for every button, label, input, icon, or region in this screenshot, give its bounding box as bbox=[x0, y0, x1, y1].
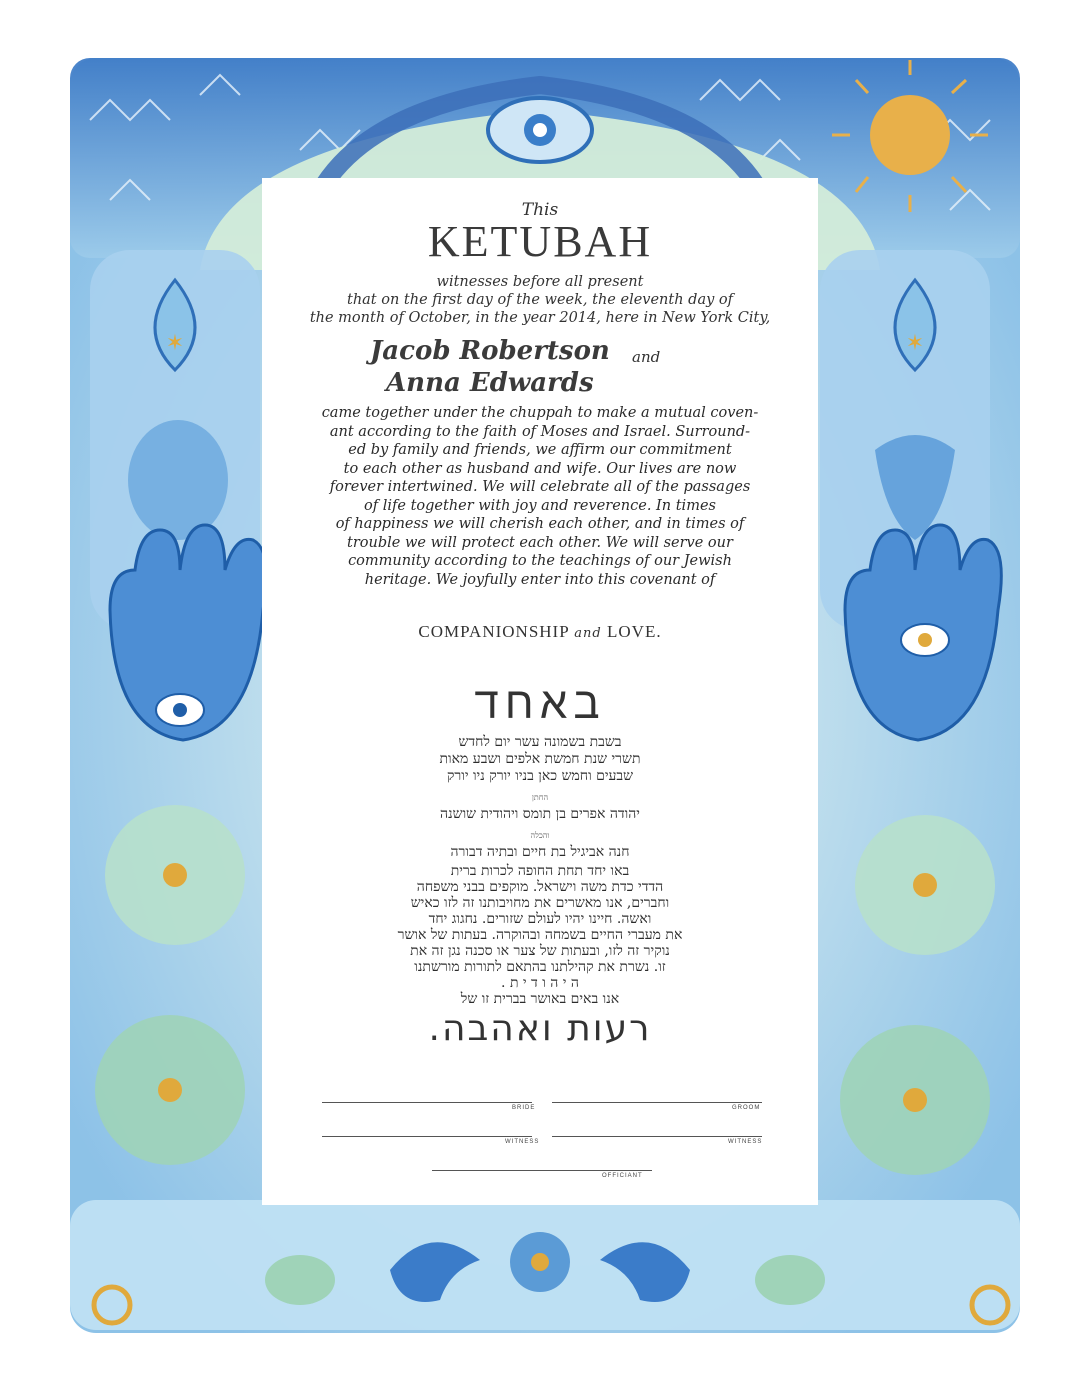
groom-label: GROOM bbox=[732, 1105, 761, 1111]
body-line: of life together with joy and reverence. In times bbox=[364, 497, 716, 514]
text-panel bbox=[262, 178, 818, 1205]
svg-text:✶: ✶ bbox=[165, 331, 185, 356]
hebrew-body-line: הדדי כדת משה וישראל. מוקפים בבני משפחה bbox=[416, 879, 664, 895]
bride-signature-line bbox=[322, 1102, 532, 1103]
groom-name: Jacob Robertson bbox=[370, 336, 610, 366]
english-closing bbox=[262, 622, 818, 642]
bride-name: Anna Edwards bbox=[386, 368, 594, 398]
hebrew-title: באחד bbox=[474, 678, 606, 729]
hebrew-bride-label: והכלה bbox=[530, 831, 550, 840]
witness-1-label: WITNESS bbox=[505, 1139, 540, 1145]
body-line: to each other as husband and wife. Our lives are now bbox=[343, 460, 737, 477]
hebrew-line: תשרי שנת חמשת אלפים ושבע מאות bbox=[439, 751, 641, 767]
hebrew-closing: רעות ואהבה. bbox=[428, 1008, 652, 1049]
body-line: ant according to the faith of Moses and Israel. Surround- bbox=[329, 423, 751, 440]
bride-label: BRIDE bbox=[512, 1105, 536, 1111]
closing-and: and bbox=[574, 626, 602, 641]
evil-eye-icon bbox=[488, 98, 592, 162]
hebrew-body-line: וחברים, אנו מאשרים את מחויבותנו זה לזו כאיש bbox=[410, 895, 670, 911]
leaf-right-icon bbox=[755, 1255, 825, 1305]
hebrew-groom-line: יהודה אפרים בן תומס ויהודית שושנה bbox=[440, 806, 640, 822]
body-line: came together under the chuppah to make a mutual coven- bbox=[321, 405, 759, 421]
hebrew-line: שבעים וחמש כאן בניו יורק ניו יורק bbox=[446, 768, 634, 784]
this-word: This bbox=[521, 200, 559, 220]
hebrew-body bbox=[302, 863, 778, 1007]
hebrew-body-line: ה י ה ו ד י ת . bbox=[501, 975, 579, 991]
star-flower-left-upper-icon bbox=[105, 805, 245, 945]
body-line: trouble we will protect each other. We will serve our bbox=[347, 534, 733, 551]
closing-word-2: LOVE. bbox=[607, 622, 662, 641]
date-line-1: that on the first day of the week, the eleventh day of bbox=[347, 292, 733, 308]
star-flower-right-upper-icon bbox=[855, 815, 995, 955]
body-line: ed by family and friends, we affirm our commitment bbox=[348, 442, 732, 458]
hebrew-body-line: את מעברי החיים בשמחה ובהוקרה. בעתות של אושר bbox=[397, 927, 683, 943]
hebrew-body-line: נוקיר זה לזו, ובעתות של צער או סכנה נגן זה את bbox=[410, 943, 670, 959]
body-line: forever intertwined. We will celebrate all of the passages bbox=[329, 479, 751, 495]
star-flower-left-lower-icon bbox=[95, 1015, 245, 1165]
witness-2-label: WITNESS bbox=[728, 1139, 763, 1145]
date-line-2: the month of October, in the year 2014, here in New York City, bbox=[309, 310, 771, 326]
body-line: heritage. We joyfully enter into this covenant of bbox=[364, 571, 716, 588]
hebrew-body-line: זו. נשרת את קהילתנו בהתאם לתורות מורשתנו bbox=[414, 959, 666, 975]
ketubah-title: KETUBAH bbox=[427, 217, 653, 266]
closing-word-1: COMPANIONSHIP bbox=[418, 622, 570, 641]
groom-signature-line bbox=[552, 1102, 762, 1103]
hebrew-groom-label: החתן bbox=[531, 793, 549, 802]
hebrew-bride-line: חנה אביגיל בת חיים ובתיה דבורה bbox=[450, 844, 630, 860]
hebrew-body-line: אנו באים באושר בברית זו של bbox=[460, 991, 620, 1007]
leaf-left-icon bbox=[265, 1255, 335, 1305]
subtitle: witnesses before all present bbox=[436, 274, 644, 290]
body-line: community according to the teachings of our Jewish bbox=[348, 553, 732, 569]
hebrew-date-block bbox=[302, 734, 778, 861]
hebrew-body-line: ואשה. חיינו יהיו לעולם שזורים. נחגוג יחד bbox=[428, 911, 652, 927]
officiant-signature-line bbox=[432, 1170, 652, 1171]
and-word: and bbox=[632, 348, 661, 366]
witness-1-signature-line bbox=[322, 1136, 532, 1137]
star-flower-right-lower-icon bbox=[840, 1025, 990, 1175]
center-flower-icon bbox=[510, 1232, 570, 1292]
svg-text:✶: ✶ bbox=[905, 331, 925, 356]
hebrew-body-line: באו יחד תחת החופה לכרות ברית bbox=[450, 863, 630, 879]
officiant-label: OFFICIANT bbox=[602, 1173, 643, 1179]
body-line: of happiness we will cherish each other, and in times of bbox=[335, 516, 745, 532]
witness-2-signature-line bbox=[552, 1136, 762, 1137]
hebrew-line: בשבת בשמונה עשר יום לחדש bbox=[458, 734, 622, 750]
english-body bbox=[298, 404, 782, 589]
